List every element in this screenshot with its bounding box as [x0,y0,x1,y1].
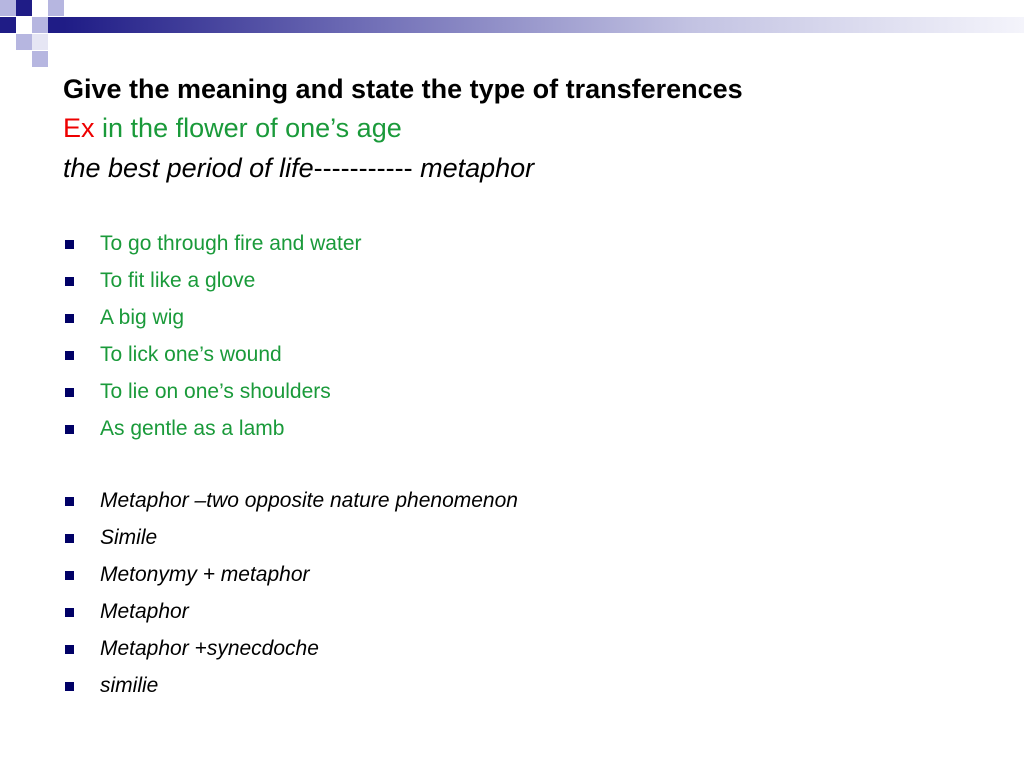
example-phrase: in the flower of one’s age [102,113,402,143]
expressions-list [63,225,963,447]
square-bullet-icon [65,314,74,323]
list-item [63,262,963,299]
header-gradient-bar [64,17,1024,33]
expression-text: To lie on one’s shoulders [100,380,331,403]
expression-text: To lick one’s wound [100,343,282,366]
expression-text: As gentle as a lamb [100,417,285,440]
decor-square [48,0,64,16]
answer-text: Metaphor –two opposite nature phenomenon [100,489,518,512]
list-item [63,225,963,262]
example-meaning: the best period of life [63,153,314,183]
title-block [63,70,1003,188]
list-item [63,667,963,704]
list-item [63,373,963,410]
expression-text: A big wig [100,306,185,329]
answer-text: Simile [100,526,158,549]
example-dashes: ----------- [313,153,413,183]
square-bullet-icon [65,645,74,654]
square-bullet-icon [65,351,74,360]
decor-square [16,0,32,16]
square-bullet-icon [65,571,74,580]
square-bullet-icon [65,388,74,397]
square-bullet-icon [65,534,74,543]
list-item [63,482,963,519]
square-bullet-icon [65,277,74,286]
list-item [63,593,963,630]
answer-text: similie [100,674,159,697]
square-bullet-icon [65,240,74,249]
list-item [63,299,963,336]
list-item [63,630,963,667]
answer-text: Metonymy + metaphor [100,563,310,586]
decor-square [48,17,64,33]
example-line [63,108,1003,148]
square-bullet-icon [65,682,74,691]
decor-square [32,51,48,67]
slide-title: Give the meaning and state the type of transferences [63,74,743,104]
list-item [63,556,963,593]
expression-text: To go through fire and water [100,232,362,255]
example-meaning-line [63,148,1003,188]
decor-square [32,17,48,33]
list-item [63,410,963,447]
square-bullet-icon [65,497,74,506]
decor-square [0,0,16,16]
decor-square [16,34,32,50]
example-prefix: Ex [63,113,95,143]
example-type: metaphor [420,153,535,183]
square-bullet-icon [65,608,74,617]
decor-square [32,34,48,50]
answer-text: Metaphor +synecdoche [100,637,319,660]
expression-text: To fit like a glove [100,269,256,292]
list-item [63,519,963,556]
decor-square [0,17,16,33]
list-item [63,336,963,373]
answers-list [63,482,963,704]
square-bullet-icon [65,425,74,434]
answer-text: Metaphor [100,600,189,623]
